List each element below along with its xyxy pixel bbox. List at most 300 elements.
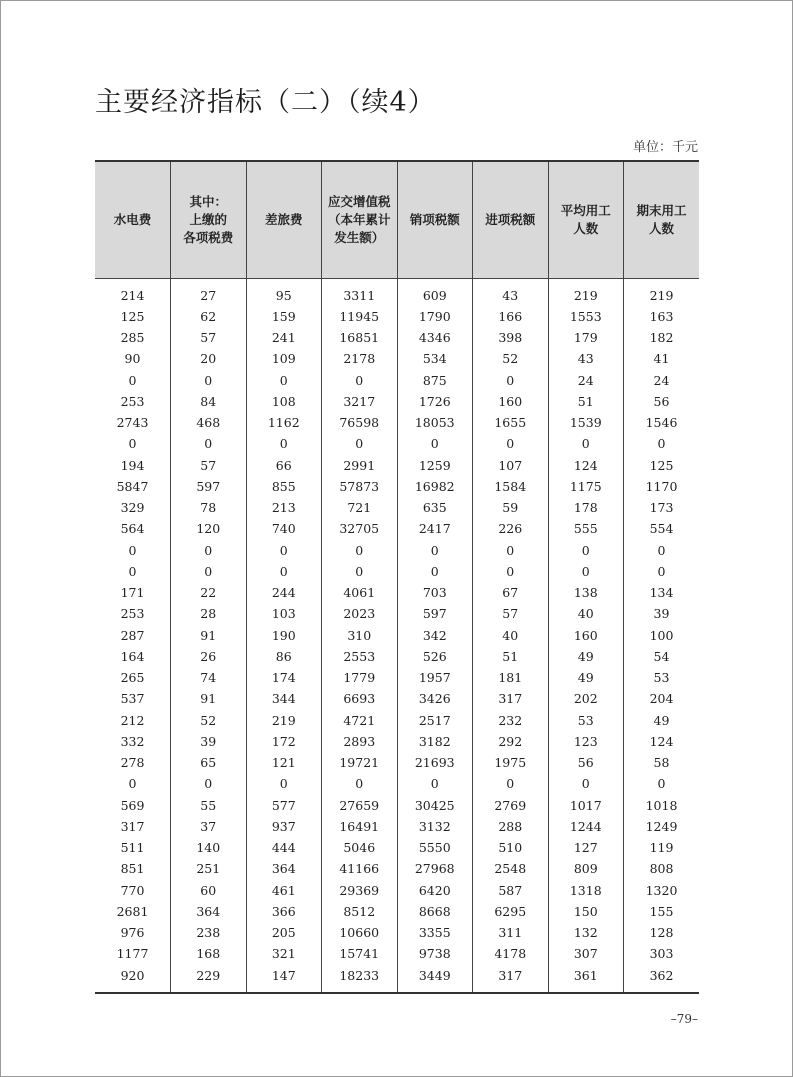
table-cell: 1553 bbox=[548, 306, 624, 327]
table-cell: 2417 bbox=[397, 518, 473, 539]
page-number: –79– bbox=[670, 1012, 698, 1026]
table-cell: 0 bbox=[128, 776, 137, 792]
table-cell: 6693 bbox=[322, 688, 398, 709]
table-cell: 0 bbox=[322, 561, 398, 582]
table-cell: 2023 bbox=[322, 603, 398, 624]
table-cell: 181 bbox=[473, 667, 549, 688]
table-cell: 2681 bbox=[116, 903, 149, 919]
table-cell: 0 bbox=[473, 370, 549, 391]
table-cell: 100 bbox=[624, 625, 700, 646]
table-cell: 16491 bbox=[322, 816, 398, 837]
page-title: 主要经济指标（二）（续4） bbox=[95, 87, 436, 118]
table-cell: 10660 bbox=[322, 922, 398, 943]
table-cell: 28 bbox=[171, 603, 247, 624]
table-cell: 317 bbox=[473, 965, 549, 993]
table-cell: 0 bbox=[473, 773, 549, 794]
table-cell: 0 bbox=[246, 773, 322, 794]
table-cell: 362 bbox=[624, 965, 700, 993]
table-cell: 147 bbox=[246, 965, 322, 993]
table-cell: 4061 bbox=[322, 582, 398, 603]
table-cell: 78 bbox=[171, 497, 247, 518]
table-row bbox=[95, 858, 699, 879]
table-row bbox=[95, 667, 699, 688]
table-cell: 57873 bbox=[322, 476, 398, 497]
table-cell: 1790 bbox=[397, 306, 473, 327]
table-cell: 1177 bbox=[116, 946, 149, 962]
table-cell: 468 bbox=[171, 412, 247, 433]
table-cell: 461 bbox=[246, 880, 322, 901]
column-header-vat-payable: 应交增值税 （本年累计 发生额） bbox=[322, 161, 398, 278]
table-cell: 1175 bbox=[548, 476, 624, 497]
table-row bbox=[95, 901, 699, 922]
table-cell: 317 bbox=[473, 688, 549, 709]
table-cell: 6420 bbox=[397, 880, 473, 901]
table-cell: 107 bbox=[473, 455, 549, 476]
table-cell: 0 bbox=[246, 370, 322, 391]
table-cell: 0 bbox=[322, 433, 398, 454]
table-cell: 9738 bbox=[397, 943, 473, 964]
table-cell: 3182 bbox=[397, 731, 473, 752]
table-cell: 526 bbox=[397, 646, 473, 667]
table-cell: 329 bbox=[120, 500, 145, 516]
table-cell: 2553 bbox=[322, 646, 398, 667]
table-cell: 27 bbox=[171, 285, 247, 306]
table-cell: 1584 bbox=[473, 476, 549, 497]
table-cell: 213 bbox=[246, 497, 322, 518]
unit-label: 单位：千元 bbox=[632, 140, 698, 155]
table-cell: 128 bbox=[624, 922, 700, 943]
table-cell: 55 bbox=[171, 795, 247, 816]
table-cell: 3449 bbox=[397, 965, 473, 993]
table-cell: 20 bbox=[171, 348, 247, 369]
table-cell: 57 bbox=[171, 455, 247, 476]
table-cell: 564 bbox=[120, 521, 145, 537]
table-cell: 770 bbox=[120, 882, 145, 898]
table-cell: 4178 bbox=[473, 943, 549, 964]
table-cell: 124 bbox=[548, 455, 624, 476]
table-row bbox=[95, 561, 699, 582]
table-cell: 288 bbox=[473, 816, 549, 837]
table-cell: 398 bbox=[473, 327, 549, 348]
table-cell: 278 bbox=[120, 755, 145, 771]
table-cell: 287 bbox=[120, 627, 145, 643]
table-cell: 27968 bbox=[397, 858, 473, 879]
table-cell: 0 bbox=[548, 773, 624, 794]
table-cell: 232 bbox=[473, 710, 549, 731]
table-cell: 43 bbox=[548, 348, 624, 369]
table-cell: 635 bbox=[397, 497, 473, 518]
table-cell: 851 bbox=[120, 861, 145, 877]
table-cell: 24 bbox=[624, 370, 700, 391]
table-cell: 95 bbox=[246, 285, 322, 306]
table-cell: 59 bbox=[473, 497, 549, 518]
table-cell: 119 bbox=[624, 837, 700, 858]
table-row bbox=[95, 497, 699, 518]
table-cell: 0 bbox=[548, 561, 624, 582]
table-row bbox=[95, 646, 699, 667]
table-row bbox=[95, 455, 699, 476]
table-cell: 808 bbox=[624, 858, 700, 879]
table-cell: 241 bbox=[246, 327, 322, 348]
table-cell: 166 bbox=[473, 306, 549, 327]
table-cell: 0 bbox=[128, 542, 137, 558]
table-cell: 511 bbox=[120, 840, 145, 856]
table-cell: 597 bbox=[397, 603, 473, 624]
table-cell: 342 bbox=[397, 625, 473, 646]
table-cell: 125 bbox=[624, 455, 700, 476]
table-cell: 52 bbox=[473, 348, 549, 369]
table-cell: 238 bbox=[171, 922, 247, 943]
table-cell: 27659 bbox=[322, 795, 398, 816]
table-cell: 2991 bbox=[322, 455, 398, 476]
table-cell: 168 bbox=[171, 943, 247, 964]
table-cell: 1318 bbox=[548, 880, 624, 901]
table-cell: 364 bbox=[171, 901, 247, 922]
table-cell: 3217 bbox=[322, 391, 398, 412]
table-row bbox=[95, 688, 699, 709]
table-cell: 855 bbox=[246, 476, 322, 497]
table-cell: 0 bbox=[246, 561, 322, 582]
table-cell: 3426 bbox=[397, 688, 473, 709]
table-cell: 0 bbox=[473, 561, 549, 582]
table-cell: 875 bbox=[397, 370, 473, 391]
table-row bbox=[95, 880, 699, 901]
table-cell: 76598 bbox=[322, 412, 398, 433]
table-cell: 226 bbox=[473, 518, 549, 539]
table-cell: 0 bbox=[624, 561, 700, 582]
table-row bbox=[95, 795, 699, 816]
table-cell: 1162 bbox=[246, 412, 322, 433]
table-cell: 174 bbox=[246, 667, 322, 688]
table-row bbox=[95, 518, 699, 539]
table-cell: 1244 bbox=[548, 816, 624, 837]
table-cell: 265 bbox=[120, 670, 145, 686]
table-cell: 1726 bbox=[397, 391, 473, 412]
table-cell: 0 bbox=[128, 563, 137, 579]
table-cell: 809 bbox=[548, 858, 624, 879]
table-cell: 0 bbox=[624, 540, 700, 561]
table-cell: 159 bbox=[246, 306, 322, 327]
table-cell: 0 bbox=[322, 370, 398, 391]
table-cell: 138 bbox=[548, 582, 624, 603]
table-cell: 5847 bbox=[116, 478, 149, 494]
table-cell: 5046 bbox=[322, 837, 398, 858]
table-cell: 5550 bbox=[397, 837, 473, 858]
table-row bbox=[95, 348, 699, 369]
table-cell: 120 bbox=[171, 518, 247, 539]
table-cell: 91 bbox=[171, 688, 247, 709]
table-row bbox=[95, 476, 699, 497]
table-cell: 56 bbox=[624, 391, 700, 412]
table-cell: 18053 bbox=[397, 412, 473, 433]
table-cell: 172 bbox=[246, 731, 322, 752]
table-cell: 91 bbox=[171, 625, 247, 646]
table-cell: 721 bbox=[322, 497, 398, 518]
table-cell: 29369 bbox=[322, 880, 398, 901]
table-cell: 171 bbox=[120, 585, 145, 601]
table-row bbox=[95, 306, 699, 327]
table-cell: 0 bbox=[246, 540, 322, 561]
table-cell: 307 bbox=[548, 943, 624, 964]
table-cell: 366 bbox=[246, 901, 322, 922]
table-cell: 24 bbox=[548, 370, 624, 391]
table-cell: 937 bbox=[246, 816, 322, 837]
table-row bbox=[95, 433, 699, 454]
table-cell: 150 bbox=[548, 901, 624, 922]
table-cell: 204 bbox=[624, 688, 700, 709]
table-row bbox=[95, 412, 699, 433]
table-cell: 569 bbox=[120, 797, 145, 813]
table-cell: 202 bbox=[548, 688, 624, 709]
table-cell: 124 bbox=[624, 731, 700, 752]
table-cell: 2743 bbox=[116, 415, 149, 431]
table-cell: 0 bbox=[397, 773, 473, 794]
table-cell: 140 bbox=[171, 837, 247, 858]
table-cell: 0 bbox=[624, 773, 700, 794]
table-cell: 444 bbox=[246, 837, 322, 858]
table-cell: 2517 bbox=[397, 710, 473, 731]
table-cell: 160 bbox=[473, 391, 549, 412]
table-cell: 51 bbox=[473, 646, 549, 667]
table-cell: 244 bbox=[246, 582, 322, 603]
table-cell: 321 bbox=[246, 943, 322, 964]
table-cell: 190 bbox=[246, 625, 322, 646]
table-cell: 292 bbox=[473, 731, 549, 752]
table-cell: 125 bbox=[120, 308, 145, 324]
column-header-average-employees: 平均用工 人数 bbox=[548, 161, 624, 278]
column-header-output-tax: 销项税额 bbox=[397, 161, 473, 278]
column-header-taxes-paid: 其中： 上缴的 各项税费 bbox=[171, 161, 247, 278]
table-cell: 0 bbox=[548, 540, 624, 561]
table-cell: 16982 bbox=[397, 476, 473, 497]
table-cell: 253 bbox=[120, 606, 145, 622]
table-cell: 74 bbox=[171, 667, 247, 688]
table-cell: 0 bbox=[246, 433, 322, 454]
table-cell: 311 bbox=[473, 922, 549, 943]
table-cell: 56 bbox=[548, 752, 624, 773]
table-cell: 178 bbox=[548, 497, 624, 518]
table-cell: 127 bbox=[548, 837, 624, 858]
table-cell: 84 bbox=[171, 391, 247, 412]
table-cell: 103 bbox=[246, 603, 322, 624]
table-cell: 0 bbox=[397, 433, 473, 454]
table-cell: 920 bbox=[95, 965, 171, 993]
table-row bbox=[95, 391, 699, 412]
table-cell: 40 bbox=[548, 603, 624, 624]
table-cell: 229 bbox=[171, 965, 247, 993]
table-cell: 1655 bbox=[473, 412, 549, 433]
table-cell: 65 bbox=[171, 752, 247, 773]
table-cell: 740 bbox=[246, 518, 322, 539]
table-cell: 555 bbox=[548, 518, 624, 539]
table-cell: 66 bbox=[246, 455, 322, 476]
table-cell: 534 bbox=[397, 348, 473, 369]
table-cell: 132 bbox=[548, 922, 624, 943]
table-cell: 173 bbox=[624, 497, 700, 518]
table-cell: 60 bbox=[171, 880, 247, 901]
table-cell: 0 bbox=[624, 433, 700, 454]
table-cell: 41 bbox=[624, 348, 700, 369]
table-cell: 597 bbox=[171, 476, 247, 497]
table-cell: 21693 bbox=[397, 752, 473, 773]
table-cell: 6295 bbox=[473, 901, 549, 922]
table-cell: 32705 bbox=[322, 518, 398, 539]
table-cell: 554 bbox=[624, 518, 700, 539]
table-cell: 3311 bbox=[322, 285, 398, 306]
table-cell: 49 bbox=[548, 667, 624, 688]
table-cell: 577 bbox=[246, 795, 322, 816]
table-cell: 182 bbox=[624, 327, 700, 348]
table-cell: 1018 bbox=[624, 795, 700, 816]
table-cell: 344 bbox=[246, 688, 322, 709]
table-cell: 219 bbox=[246, 710, 322, 731]
table-row bbox=[95, 582, 699, 603]
table-cell: 212 bbox=[120, 712, 145, 728]
column-header-end-employees: 期末用工 人数 bbox=[624, 161, 700, 278]
table-cell: 108 bbox=[246, 391, 322, 412]
table-cell: 1546 bbox=[624, 412, 700, 433]
table-cell: 1249 bbox=[624, 816, 700, 837]
table-header-row bbox=[95, 161, 699, 278]
table-cell: 16851 bbox=[322, 327, 398, 348]
table-cell: 310 bbox=[322, 625, 398, 646]
table-cell: 205 bbox=[246, 922, 322, 943]
table-cell: 40 bbox=[473, 625, 549, 646]
table-cell: 15741 bbox=[322, 943, 398, 964]
table-cell: 121 bbox=[246, 752, 322, 773]
table-cell: 1539 bbox=[548, 412, 624, 433]
table-cell: 160 bbox=[548, 625, 624, 646]
table-cell: 361 bbox=[548, 965, 624, 993]
table-cell: 26 bbox=[171, 646, 247, 667]
table-cell: 164 bbox=[120, 648, 145, 664]
column-header-input-tax: 进项税额 bbox=[473, 161, 549, 278]
table-cell: 1957 bbox=[397, 667, 473, 688]
table-cell: 0 bbox=[473, 433, 549, 454]
table-cell: 53 bbox=[548, 710, 624, 731]
table-cell: 2893 bbox=[322, 731, 398, 752]
table-cell: 1259 bbox=[397, 455, 473, 476]
table-cell: 53 bbox=[624, 667, 700, 688]
table-row bbox=[95, 625, 699, 646]
table-cell: 4346 bbox=[397, 327, 473, 348]
table-row bbox=[95, 603, 699, 624]
table-cell: 1779 bbox=[322, 667, 398, 688]
table-row bbox=[95, 752, 699, 773]
table-cell: 37 bbox=[171, 816, 247, 837]
table-cell: 0 bbox=[128, 372, 137, 388]
table-cell: 90 bbox=[124, 351, 141, 367]
table-cell: 587 bbox=[473, 880, 549, 901]
table-cell: 0 bbox=[171, 370, 247, 391]
table-cell: 43 bbox=[473, 285, 549, 306]
table-cell: 41166 bbox=[322, 858, 398, 879]
table-row bbox=[95, 540, 699, 561]
table-cell: 285 bbox=[120, 330, 145, 346]
column-header-utilities: 水电费 bbox=[95, 161, 171, 278]
table-cell: 19721 bbox=[322, 752, 398, 773]
table-cell: 3132 bbox=[397, 816, 473, 837]
table-row bbox=[95, 965, 699, 993]
table-cell: 57 bbox=[473, 603, 549, 624]
column-header-travel-expenses: 差旅费 bbox=[246, 161, 322, 278]
table-cell: 364 bbox=[246, 858, 322, 879]
table-cell: 134 bbox=[624, 582, 700, 603]
table-cell: 4721 bbox=[322, 710, 398, 731]
table-cell: 194 bbox=[120, 457, 145, 473]
table-cell: 0 bbox=[473, 540, 549, 561]
table-cell: 1975 bbox=[473, 752, 549, 773]
table-cell: 51 bbox=[548, 391, 624, 412]
table-cell: 0 bbox=[322, 773, 398, 794]
table-row bbox=[95, 731, 699, 752]
table-cell: 1017 bbox=[548, 795, 624, 816]
table-cell: 109 bbox=[246, 348, 322, 369]
table-cell: 251 bbox=[171, 858, 247, 879]
table-row bbox=[95, 922, 699, 943]
table-cell: 219 bbox=[548, 285, 624, 306]
table-cell: 49 bbox=[624, 710, 700, 731]
table-cell: 58 bbox=[624, 752, 700, 773]
table-cell: 1170 bbox=[624, 476, 700, 497]
table-cell: 976 bbox=[120, 925, 145, 941]
table-cell: 303 bbox=[624, 943, 700, 964]
table-cell: 8668 bbox=[397, 901, 473, 922]
table-cell: 0 bbox=[397, 540, 473, 561]
table-cell: 86 bbox=[246, 646, 322, 667]
table-row bbox=[95, 710, 699, 731]
table-cell: 219 bbox=[624, 285, 700, 306]
table-cell: 0 bbox=[128, 436, 137, 452]
table-cell: 22 bbox=[171, 582, 247, 603]
table-row bbox=[95, 327, 699, 348]
table-cell: 0 bbox=[171, 773, 247, 794]
table-cell: 123 bbox=[548, 731, 624, 752]
economic-indicators-table bbox=[95, 160, 699, 994]
table-cell: 62 bbox=[171, 306, 247, 327]
table-cell: 609 bbox=[397, 285, 473, 306]
table-cell: 18233 bbox=[322, 965, 398, 993]
table-cell: 8512 bbox=[322, 901, 398, 922]
table-cell: 0 bbox=[171, 540, 247, 561]
table-cell: 57 bbox=[171, 327, 247, 348]
table-row bbox=[95, 370, 699, 391]
table-cell: 332 bbox=[120, 733, 145, 749]
table-cell: 155 bbox=[624, 901, 700, 922]
table-cell: 0 bbox=[171, 561, 247, 582]
table-row bbox=[95, 943, 699, 964]
table-row bbox=[95, 816, 699, 837]
table-cell: 39 bbox=[624, 603, 700, 624]
table-cell: 11945 bbox=[322, 306, 398, 327]
table-cell: 0 bbox=[322, 540, 398, 561]
table-cell: 0 bbox=[171, 433, 247, 454]
table-cell: 703 bbox=[397, 582, 473, 603]
table-cell: 30425 bbox=[397, 795, 473, 816]
table-cell: 317 bbox=[120, 818, 145, 834]
table-cell: 179 bbox=[548, 327, 624, 348]
table-cell: 0 bbox=[548, 433, 624, 454]
table-cell: 253 bbox=[120, 393, 145, 409]
table-cell: 510 bbox=[473, 837, 549, 858]
table-row bbox=[95, 773, 699, 794]
table-cell: 67 bbox=[473, 582, 549, 603]
table-cell: 3355 bbox=[397, 922, 473, 943]
table-row bbox=[95, 285, 699, 306]
table-cell: 52 bbox=[171, 710, 247, 731]
table-cell: 0 bbox=[397, 561, 473, 582]
table-row bbox=[95, 837, 699, 858]
